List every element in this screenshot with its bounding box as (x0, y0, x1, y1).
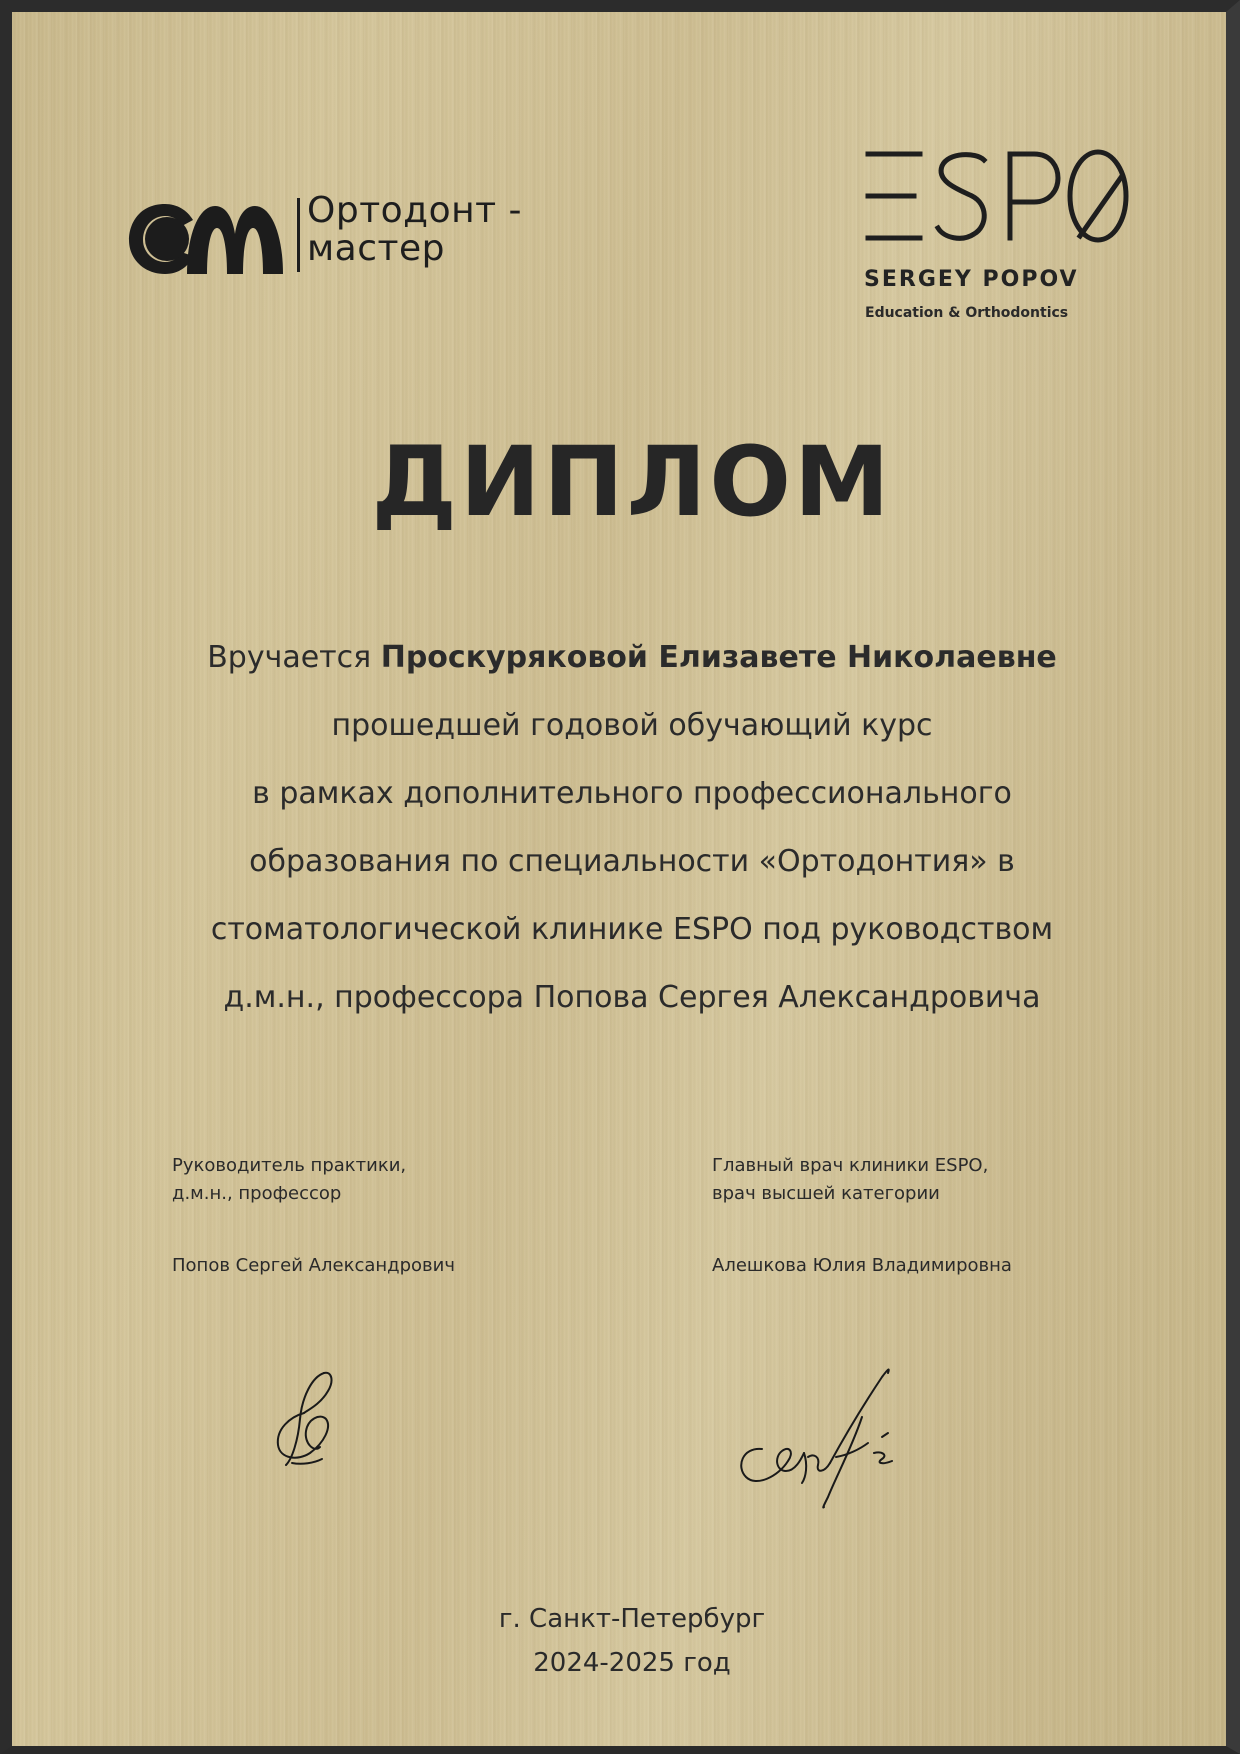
diploma-body (12, 624, 1240, 1032)
signatory-left-role-1: Руководитель практики, (172, 1155, 407, 1176)
espo-logo (852, 142, 1152, 342)
espo-wordmark-icon (864, 146, 1134, 256)
signatory-right-name: Алешкова Юлия Владимировна (712, 1255, 1012, 1276)
page-title: ДИПЛОМ (371, 426, 893, 538)
signatory-right (712, 1152, 1152, 1280)
recipient-prefix: Вручается (207, 640, 381, 675)
ortodont-logo-line2: мастер (307, 228, 445, 269)
body-line: д.м.н., профессора Попова Сергея Александровича (223, 980, 1041, 1015)
ortodont-logo-line1: Ортодонт - (307, 190, 523, 231)
signatory-right-role-1: Главный врач клиники ESPO, (712, 1155, 989, 1176)
ortodont-logo-text (307, 192, 522, 268)
body-line: прошедшей годовой обучающий курс (331, 708, 933, 743)
body-line: в рамках дополнительного профессионального (252, 776, 1012, 811)
footer-city: г. Санкт-Петербург (498, 1604, 766, 1634)
footer-year: 2024-2025 год (533, 1648, 731, 1678)
logo-divider (297, 198, 300, 272)
footer (12, 1597, 1240, 1685)
signatory-left-role-2: д.м.н., профессор (172, 1183, 342, 1204)
espo-name: SERGEY POPOV (864, 267, 1079, 292)
signatory-left-name: Попов Сергей Александрович (172, 1255, 455, 1276)
ortodont-master-logo (127, 192, 577, 302)
body-line: стоматологической клинике ESPO под руководством (210, 912, 1054, 947)
espo-tagline: Education & Orthodontics (865, 305, 1069, 321)
body-line: образования по специальности «Ортодонтия» в (249, 844, 1015, 879)
signature-left-icon (262, 1367, 372, 1477)
recipient-name: Проскуряковой Елизавете Николаевне (380, 640, 1057, 675)
signatory-left (172, 1152, 592, 1280)
om-logo-icon (127, 194, 287, 284)
signatory-right-role-2: врач высшей категории (712, 1183, 940, 1204)
signature-right-icon (732, 1357, 962, 1517)
recipient-line (12, 624, 1240, 692)
